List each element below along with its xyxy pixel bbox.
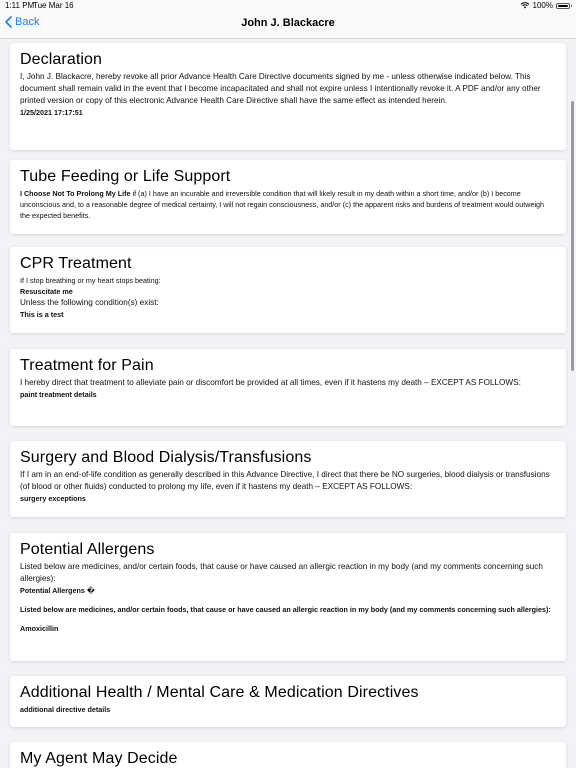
additional-directives-details: additional directive details xyxy=(20,705,111,714)
page-title: John J. Blackacre xyxy=(241,17,335,29)
pain-treatment-body: I hereby direct that treatment to alleviate pain or discomfort be provided at all times, even if it hastens my death – EXCEPT AS FOLLOWS: xyxy=(20,378,521,387)
allergens-body: Listed below are medicines, and/or certain foods, that cause or have caused an allergic reaction in my body (and my comments concerning such allergies): xyxy=(20,562,543,583)
pain-treatment-card xyxy=(10,349,566,426)
allergens-label: Potential Allergens � xyxy=(20,586,95,595)
surgery-details: surgery exceptions xyxy=(20,494,86,503)
additional-directives-card xyxy=(10,676,566,727)
back-button-label: Back xyxy=(15,16,40,28)
cpr-title: CPR Treatment xyxy=(20,255,132,272)
allergens-card xyxy=(10,533,566,661)
status-right xyxy=(520,1,570,10)
declaration-title: Declaration xyxy=(20,51,103,68)
vertical-scrollbar[interactable] xyxy=(571,101,574,371)
agent-decide-card xyxy=(10,742,566,768)
declaration-body: I, John J. Blackacre, hereby revoke all prior Advance Health Care Directive documents signed by me - unless otherwise indicated below. This document shall remain valid in the event that I become incapacitated and shall not expire unless I intentionally revoke it. A PDF and/or any other printed version or copy of this electronic Advance Health Care Directive shall have the same effect as intended herein. xyxy=(20,72,541,105)
declaration-timestamp: 1/25/2021 17:17:51 xyxy=(20,108,83,117)
cpr-choice: Resuscitate me xyxy=(20,287,73,296)
tube-feeding-title: Tube Feeding or Life Support xyxy=(20,168,231,185)
tube-feeding-body: if (a) I have an incurable and irreversible condition that will likely result in my death within a short time, and/or (b) I become unconscious and, to a reasonable degree of medical certainty, I will not regain consciousness, and/or (c) the apparent risks and burdens of treatment would outweigh the expected benefits. xyxy=(20,189,545,220)
declaration-card xyxy=(10,43,566,150)
navigation-bar xyxy=(0,12,576,39)
agent-decide-title: My Agent May Decide xyxy=(20,750,178,767)
surgery-card xyxy=(10,441,566,517)
allergens-title: Potential Allergens xyxy=(20,541,155,558)
cpr-card xyxy=(10,247,566,333)
allergens-subheading: Listed below are medicines, and/or certain foods, that cause or have caused an allergic reaction in my body (and my comments concerning such allergies): xyxy=(20,605,551,614)
cpr-condition: This is a test xyxy=(20,310,64,319)
cpr-line2: Unless the following condition(s) exist: xyxy=(20,298,159,307)
pain-treatment-title: Treatment for Pain xyxy=(20,357,154,374)
status-bar xyxy=(0,0,576,12)
cpr-line1: If I stop breathing or my heart stops beating: xyxy=(20,276,161,285)
surgery-body: If I am in an end-of-life condition as generally described in this Advance Directive, I direct that there be NO surgeries, blood dialysis or transfusions (of blood or other fluids) conducted to prolong my life, even if it hastens my death – EXCEPT AS FOLLOWS: xyxy=(20,470,550,491)
status-time: 1:11 PM xyxy=(5,1,35,10)
allergen-item: Amoxicillin xyxy=(20,624,59,633)
tube-feeding-text xyxy=(20,188,556,221)
battery-icon xyxy=(556,3,570,9)
pain-treatment-details: paint treatment details xyxy=(20,390,97,399)
surgery-title: Surgery and Blood Dialysis/Transfusions xyxy=(20,449,312,466)
battery-percent: 100% xyxy=(532,1,553,10)
wifi-icon xyxy=(520,2,530,9)
additional-directives-title: Additional Health / Mental Care & Medication Directives xyxy=(20,684,419,701)
directive-scroll-view[interactable] xyxy=(0,39,576,768)
status-date: Tue Mar 16 xyxy=(33,1,74,10)
tube-feeding-card xyxy=(10,160,566,234)
tube-feeding-choice: I Choose Not To Prolong My Life xyxy=(20,189,131,198)
